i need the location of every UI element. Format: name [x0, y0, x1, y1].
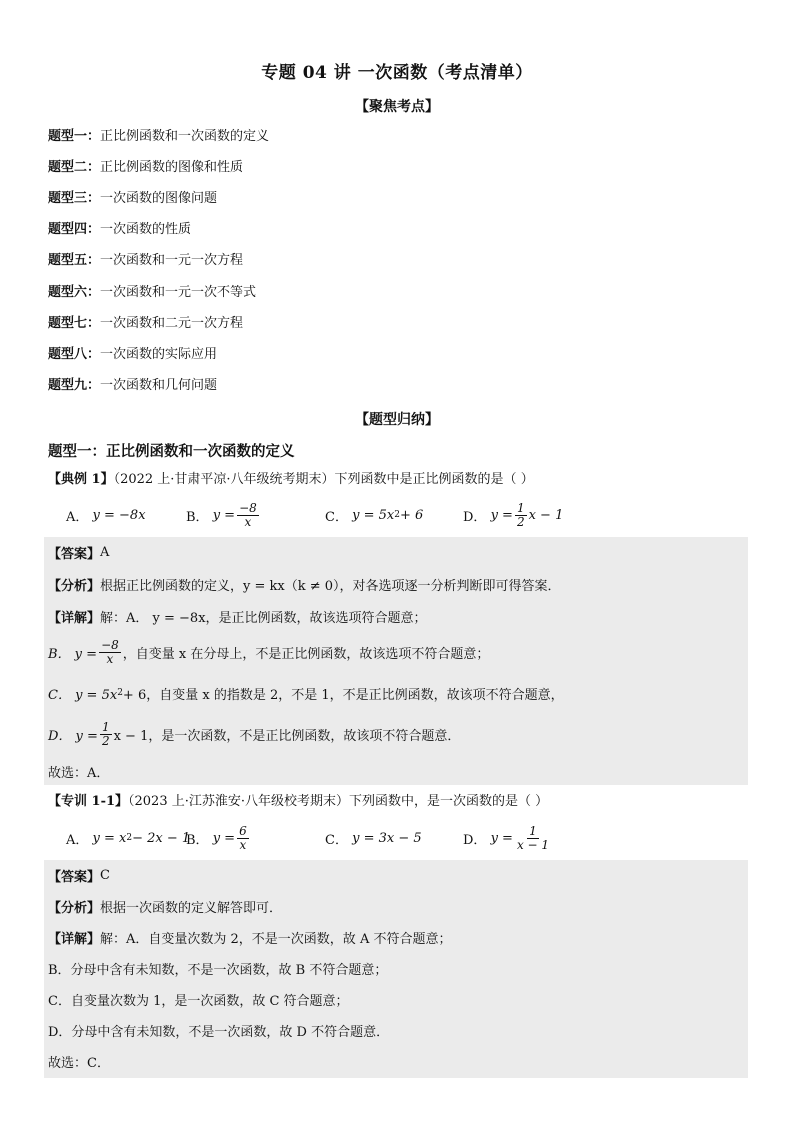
- document-title: 专题 04 讲 一次函数（考点清单）: [261, 63, 533, 83]
- toc-tag: 题型七：: [48, 316, 101, 331]
- option-expression: y = −8x: [92, 507, 146, 523]
- answer-tag: 【答案】: [48, 869, 101, 885]
- detail-expression: D． y =: [48, 728, 98, 744]
- numerator: −8: [239, 500, 257, 515]
- toc-text: 正比例函数和一次函数的定义: [100, 129, 270, 144]
- toc-item: [48, 347, 217, 363]
- toc-item: [48, 129, 269, 145]
- toc-tag: 题型二：: [48, 160, 101, 175]
- toc-tag: 题型五：: [48, 253, 101, 268]
- option-label: B．: [186, 832, 209, 848]
- toc-text: 一次函数和几何问题: [100, 378, 218, 393]
- toc-item: [48, 285, 256, 301]
- detail-line-d: [48, 1013, 389, 1047]
- detail-tag: 【详解】: [48, 931, 101, 947]
- answer-tag: 【答案】: [48, 546, 101, 562]
- training-tag: 【专训 1-1】: [48, 794, 129, 809]
- numerator: 1: [529, 823, 537, 838]
- detail-line-a: [48, 599, 427, 633]
- detail-line-c: [48, 982, 349, 1016]
- detail-line-b: [48, 635, 489, 669]
- toc-text: 一次函数和二元一次方程: [100, 316, 244, 331]
- conclusion-text: 故选：C．: [48, 1055, 110, 1071]
- option-label: A．: [66, 509, 89, 525]
- type1-title: 题型一：正比例函数和一次函数的定义: [48, 443, 295, 460]
- option-expression-tail: x − 1: [528, 507, 564, 523]
- detail-text: B．分母中含有未知数，不是一次函数，故 B 不符合题意；: [48, 962, 388, 978]
- toc-item: [48, 222, 191, 238]
- focus-header: 【聚焦考点】: [355, 99, 439, 115]
- option-a: [66, 821, 190, 855]
- option-expression: y =: [490, 830, 513, 846]
- option-label: B．: [186, 509, 209, 525]
- detail-text: 解：A． y = −8x，是正比例函数，故该选项符合题意；: [100, 610, 427, 626]
- option-c: [325, 498, 423, 532]
- detail-line-a: [48, 920, 451, 954]
- denominator: x: [106, 651, 114, 666]
- toc-item: [48, 253, 243, 269]
- denominator: x: [239, 837, 247, 852]
- option-d: [463, 498, 563, 532]
- summary-header: 【题型归纳】: [355, 412, 439, 428]
- answer-value: C: [100, 867, 110, 883]
- toc-tag: 题型六：: [48, 285, 101, 300]
- answer-line: [48, 535, 109, 569]
- toc-item: [48, 378, 217, 394]
- training1-question: [48, 794, 548, 810]
- toc-text: 一次函数和一元一次不等式: [100, 285, 257, 300]
- toc-item: [48, 160, 243, 176]
- option-label: D．: [463, 832, 487, 848]
- toc-tag: 题型三：: [48, 191, 101, 206]
- toc-item: [48, 316, 243, 332]
- training1-options: [0, 821, 794, 855]
- option-a: [66, 498, 146, 532]
- example-tag: 【典例 1】: [48, 472, 114, 487]
- analysis-text: 根据一次函数的定义解答即可．: [100, 900, 283, 916]
- detail-text: + 6，自变量 x 的指数是 2，不是 1，不是正比例函数，故该项不符合题意，: [122, 687, 564, 703]
- option-label: A．: [66, 832, 89, 848]
- denominator: x: [244, 514, 252, 529]
- detail-text: D．分母中含有未知数，不是一次函数，故 D 不符合题意．: [48, 1024, 390, 1040]
- analysis-tag: 【分析】: [48, 578, 101, 594]
- toc-tag: 题型四：: [48, 222, 101, 237]
- question-stem: （2023 上·江苏淮安·八年级校考期末）下列函数中，是一次函数的是（ ）: [128, 794, 549, 809]
- option-c: [325, 821, 422, 855]
- fraction: [515, 502, 527, 529]
- toc-text: 一次函数的实际应用: [100, 347, 218, 362]
- toc-tag: 题型八：: [48, 347, 101, 362]
- answer-line: [48, 858, 110, 892]
- option-d: [463, 821, 553, 855]
- exponent: 2: [126, 833, 133, 843]
- detail-text: ，自变量 x 在分母上，不是正比例函数，故该选项不符合题意；: [122, 646, 490, 662]
- conclusion-line: [48, 1044, 110, 1078]
- toc-tag: 题型九：: [48, 378, 101, 393]
- denominator: 2: [101, 733, 110, 748]
- fraction: [515, 825, 551, 852]
- option-label: C．: [325, 832, 348, 848]
- example1-question: [48, 472, 534, 488]
- toc-tag: 题型一：: [48, 129, 101, 144]
- detail-text: 解：A．自变量次数为 2，不是一次函数，故 A 不符合题意；: [100, 931, 452, 947]
- detail-text: C．自变量次数为 1，是一次函数，故 C 符合题意；: [48, 993, 349, 1009]
- toc-text: 一次函数和一元一次方程: [100, 253, 244, 268]
- detail-line-b: [48, 951, 387, 985]
- option-label: D．: [463, 509, 487, 525]
- question-stem: （2022 上·甘肃平凉·八年级统考期末）下列函数中是正比例函数的是（ ）: [113, 472, 534, 487]
- answer-value: A: [100, 544, 110, 560]
- numerator: 1: [101, 719, 110, 734]
- denominator: x − 1: [516, 837, 550, 852]
- toc-text: 正比例函数的图像和性质: [100, 160, 244, 175]
- example1-options: [0, 498, 794, 532]
- option-expression-tail: − 2x − 1: [132, 830, 191, 846]
- conclusion-text: 故选：A．: [48, 765, 110, 781]
- option-expression: y =: [490, 507, 513, 523]
- option-label: C．: [325, 509, 348, 525]
- detail-expression: C． y = 5x: [48, 687, 118, 703]
- fraction: [99, 639, 121, 666]
- detail-line-c: [48, 676, 564, 710]
- toc-text: 一次函数的图像问题: [100, 191, 218, 206]
- analysis-line: [48, 567, 561, 601]
- analysis-text: 根据正比例函数的定义，y = kx（k ≠ 0），对各选项逐一分析判断即可得答案．: [100, 578, 561, 594]
- exponent: 2: [394, 510, 400, 520]
- numerator: 1: [516, 500, 525, 515]
- toc-item: [48, 191, 217, 207]
- option-expression: y =: [212, 830, 236, 846]
- conclusion-line: [48, 754, 109, 788]
- option-expression: y = x: [92, 830, 127, 846]
- fraction: [237, 502, 259, 529]
- option-expression: y = 5x: [352, 507, 395, 523]
- numerator: 6: [239, 823, 247, 838]
- fraction: [100, 721, 112, 748]
- detail-expression: B． y =: [48, 646, 98, 662]
- detail-tag: 【详解】: [48, 610, 101, 626]
- option-expression-tail: + 6: [399, 507, 424, 523]
- analysis-line: [48, 889, 282, 923]
- detail-text: x − 1，是一次函数，不是正比例函数，故该项不符合题意．: [113, 728, 461, 744]
- exponent: 2: [117, 688, 123, 698]
- denominator: 2: [516, 514, 525, 529]
- detail-line-d: [48, 717, 460, 751]
- option-b: [186, 498, 261, 532]
- option-b: [186, 821, 251, 855]
- toc-text: 一次函数的性质: [100, 222, 192, 237]
- option-expression: y = 3x − 5: [352, 830, 422, 846]
- fraction: [237, 825, 249, 852]
- analysis-tag: 【分析】: [48, 900, 101, 916]
- option-expression: y =: [212, 507, 236, 523]
- numerator: −8: [101, 637, 119, 652]
